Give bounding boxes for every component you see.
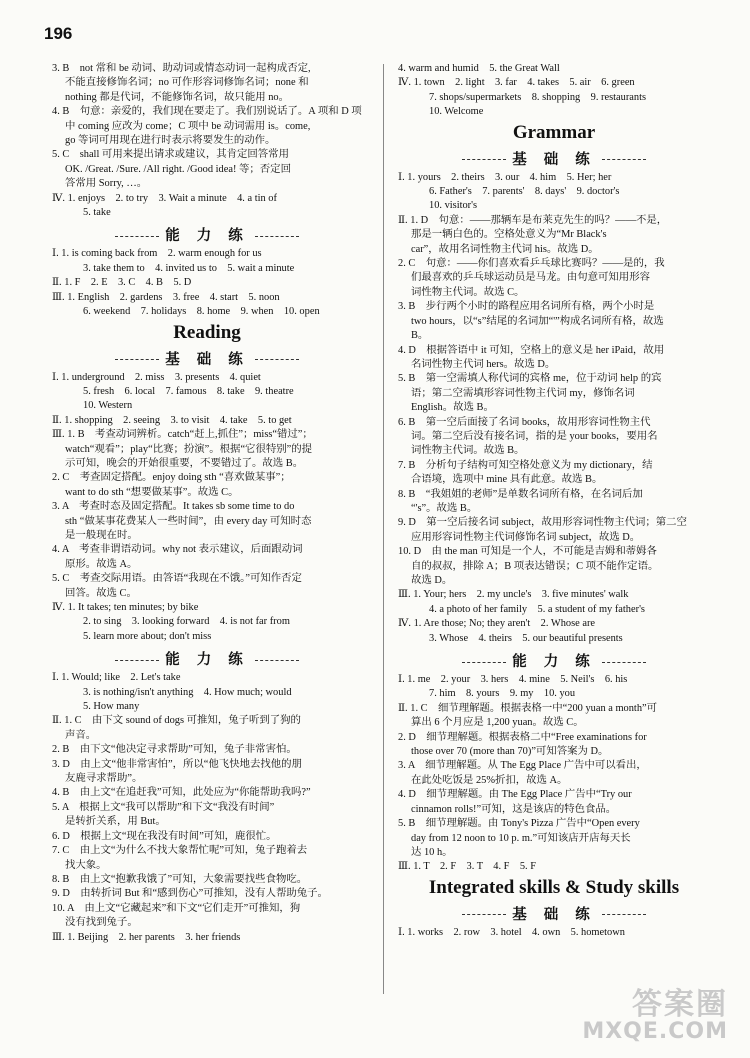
subsection-heading: 能 力 练 [52, 228, 362, 245]
answer-line: 5. learn more about; don't miss [83, 630, 212, 642]
answer-line: English。故选 B。 [411, 402, 494, 414]
column-divider [383, 64, 384, 994]
answer-line: 7. C 由上文“为什么不找大象帮忙呢”可知，兔子跑着去 [52, 845, 308, 857]
left-column [52, 62, 362, 945]
answer-line: 5. B 细节理解题。由 Tony's Pizza 广告中“Open every [398, 818, 640, 830]
answer-line: 5. C 考查交际用语。由答语“我现在不饿。”可知作否定 [52, 573, 302, 585]
subsection-heading: 能 力 练 [52, 652, 362, 669]
right-column [398, 62, 710, 940]
answer-line: OK. /Great. /Sure. /All right. /Good idea! 等；否定回 [65, 163, 291, 175]
answer-line: 在此处吃饭是 25%折扣，故选 A。 [411, 774, 568, 786]
answer-line: 语；第二空需填形容词性物主代词 my，修饰名词 [411, 387, 635, 399]
answer-line: Ⅳ. 1. town 2. light 3. far 4. takes 5. air 6. green [398, 77, 635, 89]
watermark-url: MXQE.COM [582, 1019, 728, 1044]
page-number: 196 [44, 24, 73, 43]
answer-line: 是转折关系，用 But。 [65, 816, 166, 828]
answer-line: Ⅰ. 1. me 2. your 3. hers 4. mine 5. Neil's 6. his [398, 674, 628, 686]
answer-line: 8. B “我姐姐的老师”是单数名词所有格，在名词后加 [398, 488, 643, 500]
answer-line: 6. weekend 7. holidays 8. home 9. when 10. open [83, 306, 320, 318]
answer-line: cinnamon rolls!”可知，这是该店的特色食品。 [411, 803, 617, 815]
subsection-heading: 基 础 练 [398, 152, 710, 169]
section-heading: Integrated skills & Study skills [428, 876, 680, 898]
answer-line: nothing 都是代词，不能修饰名词，故只能用 no。 [65, 91, 289, 103]
answer-line: 回答。故选 C。 [65, 587, 137, 599]
answer-line: 词。第二空后没有接名词，指的是 your books，要用名 [411, 430, 658, 442]
answer-line: 10. Western [83, 400, 133, 412]
answer-line: 9. D 由转折词 But 和“感到伤心”可推知，没有人帮助兔子。 [52, 888, 328, 900]
section-heading: Reading [173, 321, 241, 343]
answer-line: 10. visitor's [429, 200, 478, 212]
subsection-heading: 能 力 练 [398, 654, 710, 671]
answer-line: 10. D 由 the man 可知是一个人，不可能是吉姆和蒂姆各 [398, 546, 657, 558]
subsection-heading: 基 础 练 [398, 907, 710, 924]
answer-line: 5. B 第一空需填人称代词的宾格 me，位于动词 help 的宾 [398, 373, 662, 385]
answer-line: 3. D 由上文“他非常害怕”，所以“他飞快地去找他的朋 [52, 758, 302, 770]
answer-line: Ⅳ. 1. Are those; No; they aren't 2. Whose are [398, 618, 596, 630]
answer-line: 4. D 根据答语中 it 可知，空格上的意义是 her iPaid，故用 [398, 344, 665, 356]
answer-line: 8. B 由上文“抱歉我饿了”可知，大象需要找些食物吃。 [52, 873, 308, 885]
answer-line: 5. How many [83, 701, 140, 713]
answer-line: 4. warm and humid 5. the Great Wall [398, 63, 560, 74]
answer-line: 们最喜欢的乒乓球运动员是马龙。由句意可知用形容 [411, 272, 650, 284]
answer-line: those over 70 (more than 70)”可知答案为 D。 [411, 746, 609, 758]
answer-line: 4. A 考查非谓语动词。why not 表示建议，后面跟动词 [52, 544, 303, 556]
answer-line: day from 12 noon to 10 p. m.”可知该店开店每天长 [411, 832, 631, 844]
answer-line: 示可知，晚会的开始很重要，不要错过了。故选 B。 [65, 457, 304, 469]
answer-line: Ⅱ. 1. C 由下文 sound of dogs 可推知，兔子听到了狗的 [52, 715, 301, 727]
answer-line: sth “做某事花费某人一些时间”，由 every day 可知时态 [65, 515, 312, 527]
answer-line: 应用形容词性物主代词修饰名词 subject，故选 D。 [411, 531, 641, 543]
answer-line: 3. A 考查时态及固定搭配。It takes sb some time to do [52, 501, 295, 513]
answer-line: 4. B 句意：亲爱的，我们现在要走了。我们别说话了。A 项和 D 项 [52, 106, 362, 118]
answer-line: 友鹿寻求帮助”。 [65, 773, 143, 785]
answer-line: “'s”。故选 B。 [411, 502, 478, 514]
answer-line: 7. shops/supermarkets 8. shopping 9. restaurants [429, 91, 647, 103]
answer-line: Ⅰ. 1. Would; like 2. Let's take [52, 672, 181, 684]
answer-line: 2. to sing 3. looking forward 4. is not far from [83, 616, 290, 628]
answer-line: 没有找到兔子。 [65, 917, 138, 929]
answer-line: 3. Whose 4. theirs 5. our beautiful presents [429, 632, 623, 644]
answer-line: 3. take them to 4. invited us to 5. wait a minute [83, 262, 295, 274]
answer-line: 算出 6 个月应是 1,200 yuan。故选 C。 [411, 717, 584, 729]
answer-line: go 等词可用现在进行时表示将要发生的动作。 [65, 135, 276, 147]
answer-line: 5. take [83, 207, 111, 219]
answer-line: car”，故用名词性物主代词 his。故选 D。 [411, 243, 599, 255]
answer-line: 词性物主代词。故选 B。 [411, 445, 525, 457]
answer-line: 名词性物主代词 hers。故选 D。 [411, 358, 556, 370]
answer-line: 7. B 分析句子结构可知空格处意义为 my dictionary，结 [398, 459, 653, 471]
subsection-heading: 基 础 练 [52, 352, 362, 369]
answer-line: Ⅱ. 1. C 细节理解题。根据表格一中“200 yuan a month”可 [398, 702, 658, 714]
answer-line: Ⅲ. 1. English 2. gardens 3. free 4. start 5. noon [52, 291, 280, 303]
answer-line: 找大象。 [65, 859, 107, 871]
answer-line: 2. C 句意：——你们喜欢看乒乓球比赛吗？——是的，我 [398, 258, 665, 270]
answer-line: Ⅲ. 1. B 考查动词辨析。catch“赶上,抓住”；miss“错过”； [52, 429, 313, 441]
answer-line: 声音。 [65, 729, 97, 741]
answer-line: 3. A 细节理解题。从 The Egg Place 广告中可以看出， [398, 760, 647, 772]
answer-line: 3. B 步行两个小时的路程应用名词所有格，两个小时是 [398, 301, 655, 313]
answer-line: two hours，以“s”结尾的名词加“'”构成名词所有格，故选 [411, 315, 664, 327]
answer-line: 那是一辆白色的。空格处意义为“Mr Black's [411, 229, 607, 241]
answer-line: 答常用 Sorry, …。 [65, 178, 148, 190]
answer-line: Ⅳ. 1. It takes; ten minutes; by bike [52, 602, 199, 613]
answer-line: 2. C 考查固定搭配。enjoy doing sth “喜欢做某事”； [52, 472, 291, 484]
answer-line: 10. A 由上文“它藏起来”和下文“它们走开”可推知，狗 [52, 902, 301, 914]
answer-line: 9. D 第一空后接名词 subject，故用形容词性物主代词；第二空 [398, 517, 687, 529]
answer-line: 达 10 h。 [411, 846, 453, 858]
answer-line: 2. D 细节理解题。根据表格二中“Free examinations for [398, 731, 647, 743]
section-heading: Grammar [512, 121, 596, 143]
answer-line: 中 coming 应改为 come；C 项中 be 动词需用 is。come, [65, 120, 311, 132]
answer-line: 不能直接修饰名词；no 可作形容词修饰名词；none 和 [65, 77, 309, 89]
watermark-logo-text: 答案圈 [632, 987, 728, 1022]
answer-line: Ⅱ. 1. F 2. E 3. C 4. B 5. D [52, 277, 192, 289]
answer-line: 原形。故选 A。 [65, 558, 138, 570]
answer-line: 6. B 第一空后面接了名词 books，故用形容词性物主代 [398, 416, 651, 428]
answer-line: 3. is nothing/isn't anything 4. How much; would [83, 686, 292, 698]
answer-line: Ⅱ. 1. D 句意：——那辆车是布莱克先生的吗？——不是， [398, 214, 668, 226]
answer-line: 5. fresh 6. local 7. famous 8. take 9. theatre [83, 385, 294, 397]
answer-line: 合语境，选项中 mine 具有此意。故选 B。 [411, 474, 603, 486]
answer-line: 2. B 由下文“他决定寻求帮助”可知，兔子非常害怕。 [52, 744, 297, 756]
answer-line: 6. D 根据上文“现在我没有时间”可知，鹿很忙。 [52, 830, 277, 842]
answer-line: want to do sth “想要做某事”。故选 C。 [65, 486, 239, 498]
answer-line: Ⅲ. 1. Your; hers 2. my uncle's 3. five minutes' walk [398, 589, 629, 601]
answer-line: Ⅲ. 1. T 2. F 3. T 4. F 5. F [398, 861, 537, 873]
answer-line: 故选 D。 [411, 575, 453, 586]
answer-line: Ⅳ. 1. enjoys 2. to try 3. Wait a minute 4. a tin of [52, 192, 277, 204]
answer-line: 3. B not 常和 be 动词、助动词或情态动词一起构成否定, [52, 63, 311, 74]
answer-line: 4. B 由上文“在追赶我”可知，此处应为“你能帮助我吗?” [52, 787, 311, 799]
answer-line: Ⅰ. 1. yours 2. theirs 3. our 4. him 5. Her; her [398, 171, 612, 183]
answer-line: 6. Father's 7. parents' 8. days' 9. doctor's [429, 186, 620, 198]
answer-line: Ⅱ. 1. shopping 2. seeing 3. to visit 4. take 5. to get [52, 414, 292, 426]
answer-line: B。 [411, 330, 429, 342]
answer-line: 自的叔叔，排除 A；B 项表达错误；C 项不能作定语。 [411, 560, 659, 572]
answer-line: watch“观看”；play“比赛；扮演”。根据“它很特别”的提 [65, 443, 313, 455]
answer-line: Ⅰ. 1. works 2. row 3. hotel 4. own 5. hometown [398, 926, 625, 938]
answer-line: 10. Welcome [429, 106, 484, 118]
answer-line: Ⅰ. 1. is coming back from 2. warm enough for us [52, 248, 262, 260]
answer-line: 是一般现在时。 [65, 529, 138, 541]
answer-line: 5. A 根据上文“我可以帮助”和下文“我没有时间” [52, 801, 275, 813]
watermark [582, 979, 728, 1044]
answer-line: Ⅰ. 1. underground 2. miss 3. presents 4. quiet [52, 371, 261, 383]
answer-line: 5. C shall 可用来提出请求或建议，其肯定回答常用 [52, 149, 289, 161]
answer-line: 4. a photo of her family 5. a student of my father's [429, 603, 645, 615]
answer-line: 词性物主代词。故选 C。 [411, 286, 525, 298]
answer-line: 7. him 8. yours 9. my 10. you [429, 688, 576, 700]
answer-line: Ⅲ. 1. Beijing 2. her parents 3. her friends [52, 931, 241, 943]
answer-line: 4. D 细节理解题。由 The Egg Place 广告中“Try our [398, 789, 632, 801]
